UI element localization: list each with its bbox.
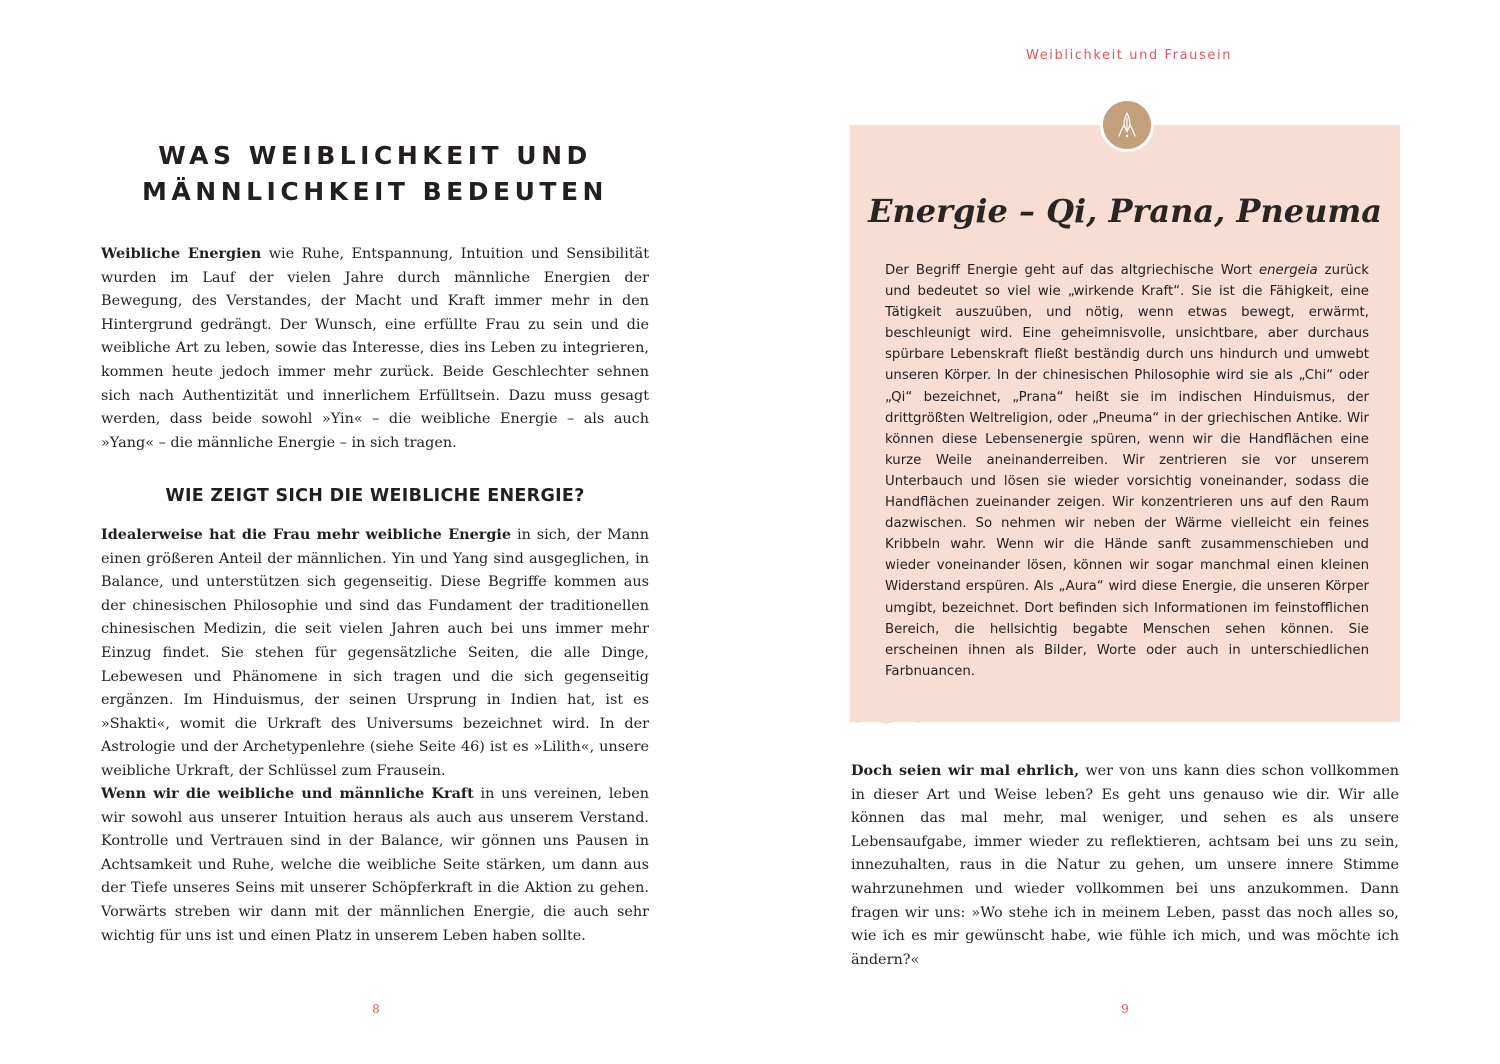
page-number-right: 9 [1121,1002,1129,1016]
balance-paragraph-body: in uns vereinen, leben wir sowohl aus unserer Intuition heraus als auch aus unserem Verstand. Kontrolle und Vertrauen sind in der Balance, wir gönnen uns Pausen in Achtsamkeit und Ruhe, welche die weibliche Seite stärken, um dann aus der Tiefe unseres Seins mit unserer Schöpferkraft in die Aktion zu gehen. Vorwärts streben wir dann mit der männlichen Energie, die auch sehr wichtig für uns ist und einen Platz in unserem Leben haben sollte. [101,786,649,944]
energy-paragraph-lead: Idealerweise hat die Frau mehr weibliche Energie [101,526,512,543]
energy-paragraph-body: in sich, der Mann einen größeren Anteil der männlichen. Yin und Yang sind ausgeglichen, in Balance, und unterstützen sich gegenseitig. Diese Begriffe kommen aus der chinesischen Philosophie und sind das Fundament der traditionellen chinesischen Medizin, die seit vielen Jahren auch bei uns immer mehr Einzug findet. Sie stehen für gegensätzliche Seiten, die alle Dinge, Lebewesen und Phänomene in sich tragen und die sich gegenseitig ergänzen. Im Hinduismus, der seinen Ursprung in Indien hat, ist es »Shakti«, womit die Urkraft des Universums bezeichnet wird. In der Astrologie und der Archetypenlehre (siehe Seite 46) ist es »Lilith«, unsere weibliche Urkraft, der Schlüssel zum Frausein. [101,527,649,779]
info-box-title: Energie – Qi, Prana, Pneuma [868,192,1382,230]
page-number-left: 8 [372,1002,380,1016]
running-head: Weiblichkeit und Frausein [1026,48,1233,63]
page-title [100,138,650,210]
info-box-text [885,260,1369,682]
balance-paragraph-lead: Wenn wir die weibliche und männliche Kraft [101,785,474,802]
balance-paragraph [101,782,649,948]
info-box-text-italic: energeia [1258,263,1318,278]
energy-paragraph [101,523,649,784]
honesty-paragraph-body: wer von uns kann dies schon vollkommen in dieser Art und Weise leben? Es geht uns genauso wie dir. Wir alle können das mal mehr, mal weniger, und sehen es als unsere Lebensaufgabe, immer wieder zu reflektieren, achtsam bei uns zu sein, innezuhalten, raus in die Natur zu gehen, um unsere innere Stimme wahrzunehmen und wieder vollkommen bei uns anzukommen. Dann fragen wir uns: »Wo stehe ich in meinem Leben, passt das noch alles so, wie ich es mir gewünscht habe, wie fühle ich mich, und was möchte ich ändern?« [851,763,1400,968]
praying-hands-icon [1100,98,1154,152]
intro-paragraph-lead: Weibliche Energien [101,245,262,262]
right-page [750,0,1500,1064]
honesty-paragraph [851,759,1399,972]
info-box-text-start: Der Begriff Energie geht auf das altgriechische Wort [885,263,1259,278]
intro-paragraph-body: wie Ruhe, Entspannung, Intuition und Sensibilität wurden im Lauf der vielen Jahre durch männliche Energien der Bewegung, des Verstandes, der Macht und Kraft immer mehr in den Hintergrund gedrängt. Der Wunsch, eine erfüllte Frau zu sein und die weibliche Art zu leben, sowie das Interesse, dies ins Leben zu integrieren, kommen heute jedoch immer mehr zurück. Beide Geschlechter sehnen sich nach Authentizität und innerlichem Erfülltsein. Dazu muss gesagt werden, dass beide sowohl »Yin« – die weibliche Energie – als auch »Yang« – die männliche Energie – in sich tragen. [101,246,650,451]
section-heading: WIE ZEIGT SICH DIE WEIBLICHE ENERGIE? [165,486,585,506]
page-title-line-1: WAS WEIBLICHKEIT UND [158,141,592,170]
intro-paragraph [101,242,649,455]
info-box-torn-edge [850,686,1400,728]
page-title-line-2: MÄNNLICHKEIT BEDEUTEN [142,177,608,206]
honesty-paragraph-lead: Doch seien wir mal ehrlich, [851,762,1080,779]
info-box-text-rest: zurück und bedeutet so viel wie „wirkende Kraft“. Sie ist die Fähigkeit, eine Tätigkeit auszuüben, und nötig, wenn etwas bewegt, erwärmt, beschleunigt wird. Eine geheimnisvolle, unsichtbare, aber durchaus spürbare Lebenskraft fließt beständig durch uns hindurch und umwebt unseren Körper. In der chinesischen Philosophie wird sie als „Chi“ oder „Qi“ bezeichnet, „Prana“ heißt sie im indischen Hinduismus, der drittgrößten Weltreligion, oder „Pneuma“ in der griechischen Antike. Wir können diese Lebensenergie spüren, wenn wir die Handflächen eine kurze Weile aneinanderreiben. Wir zentrieren sie vor unserem Unterbauch und lösen sie wieder vorsichtig voneinander, sodass die Handflächen zueinander zeigen. Wir konzentrieren uns auf den Raum dazwischen. So nehmen wir neben der Wärme vielleicht ein feines Kribbeln wahr. Wenn wir die Hände sanft zusammenschieben und wieder voneinander lösen, können wir sogar manchmal einen kleinen Widerstand erspüren. Als „Aura“ wird diese Energie, die unseren Körper umgibt, bezeichnet. Dort befinden sich Informationen im feinstofflichen Bereich, die hellsichtig begabte Menschen sehen können. Sie erscheinen ihnen als Bilder, Worte oder auch in unterschiedlichen Farbnuancen. [885,263,1369,679]
